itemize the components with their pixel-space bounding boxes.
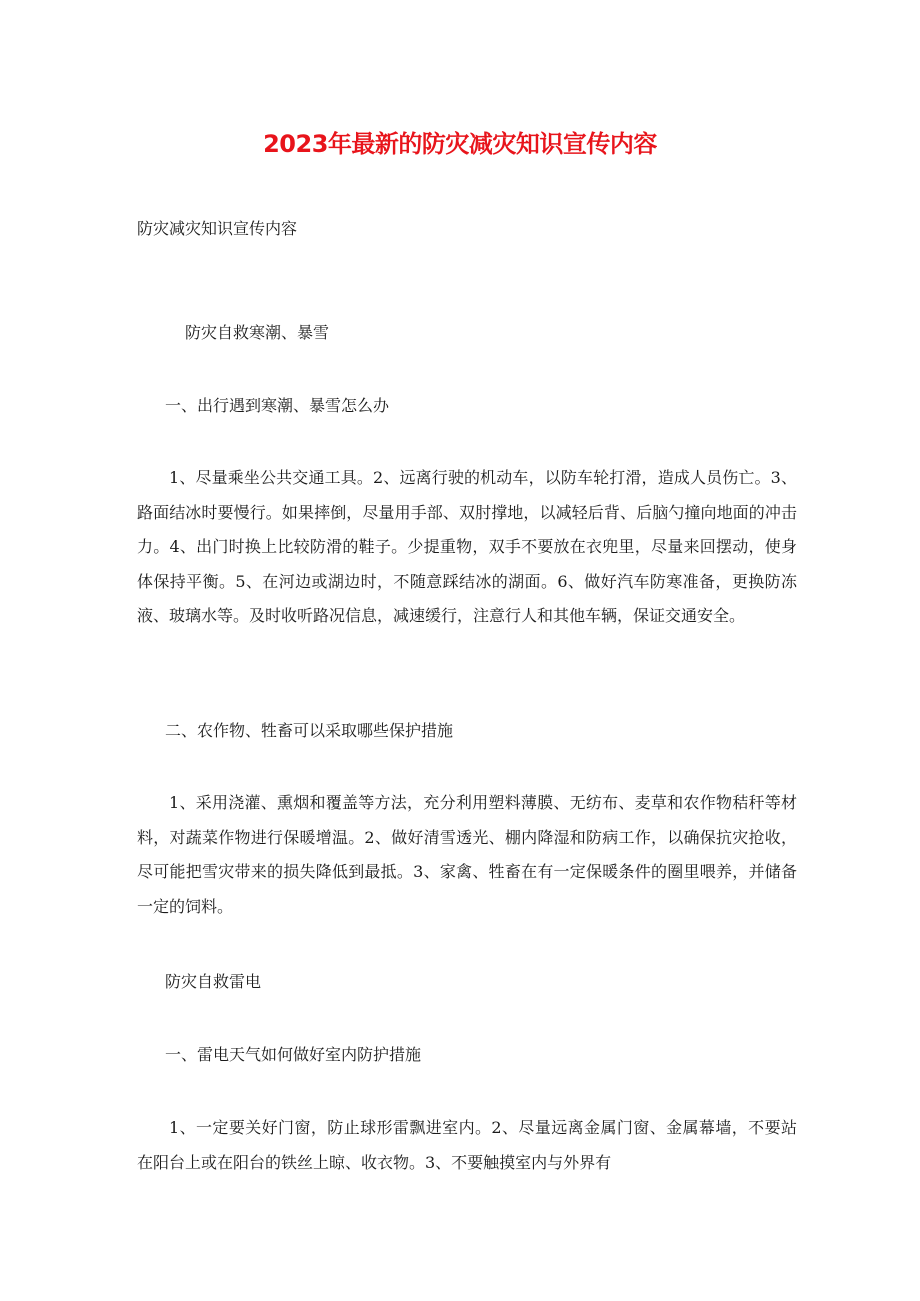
heading-indoor-lightning-protection: 一、雷电天气如何做好室内防护措施 — [165, 1045, 422, 1064]
heading-crops-livestock: 二、农作物、牲畜可以采取哪些保护措施 — [165, 721, 454, 740]
paragraph-crops-livestock: 1、采用浇灌、熏烟和覆盖等方法，充分利用塑料薄膜、无纺布、麦草和农作物秸秆等材料，对蔬菜作物进行保暖增温。2、做好清雪透光、棚内降湿和防病工作，以确保抗灾抢收，尽可能把雪灾带来的损失降低到最抵。3、家禽、牲畜在有一定保暖条件的圈里喂养，并储备一定的饲料。 — [137, 793, 797, 916]
section-title-cold-snow: 防灾自救寒潮、暴雪 — [185, 323, 330, 342]
document-subtitle: 防灾减灾知识宣传内容 — [137, 219, 298, 238]
document-title: 2023年最新的防灾减灾知识宣传内容 — [263, 130, 657, 158]
section-title-lightning: 防灾自救雷电 — [165, 972, 262, 991]
paragraph-indoor-lightning: 1、一定要关好门窗，防止球形雷飘进室内。2、尽量远离金属门窗、金属幕墙，不要站在阳台上或在阳台的铁丝上晾、收衣物。3、不要触摸室内与外界有 — [137, 1118, 797, 1172]
paragraph-travel-tips: 1、尽量乘坐公共交通工具。2、远离行驶的机动车，以防车轮打滑，造成人员伤亡。3、路面结冰时要慢行。如果摔倒，尽量用手部、双肘撑地，以减轻后背、后脑勺撞向地面的冲击力。4、出门时换上比较防滑的鞋子。少提重物，双手不要放在衣兜里，尽量来回摆动，使身体保持平衡。5、在河边或湖边时，不随意踩结冰的湖面。6、做好汽车防寒准备，更换防冻液、玻璃水等。及时收听路况信息，减速缓行，注意行人和其他车辆，保证交通安全。 — [137, 468, 797, 625]
heading-travel-in-cold-snow: 一、出行遇到寒潮、暴雪怎么办 — [165, 396, 390, 415]
